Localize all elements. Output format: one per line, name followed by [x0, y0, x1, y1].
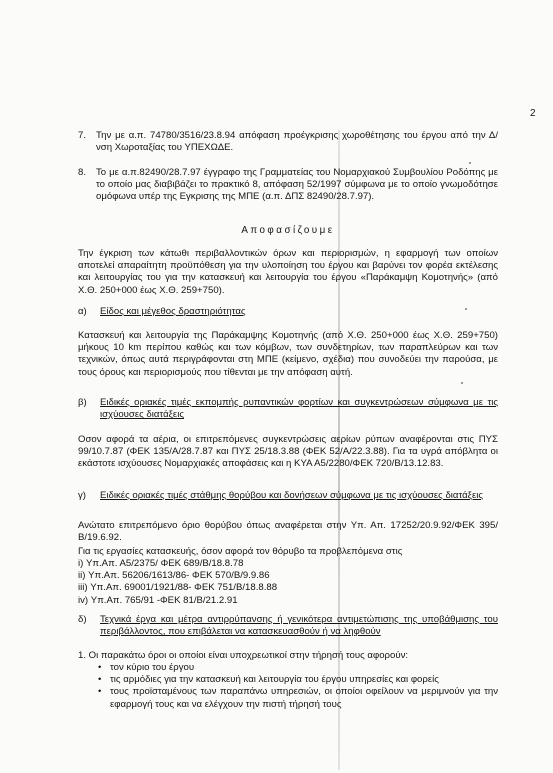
scan-speck [461, 382, 463, 384]
section-d-point-1: 1. Οι παρακάτω όροι οι οποίοι είναι υποχρεωτικοί στην τήρησή τους αφορούν: [78, 650, 409, 661]
section-c-body-limit: Ανώτατο επιτρεπόμενο όριο θορύβου όπως αναφέρεται στην Υπ. Απ. 17252/20.9.92/ΦΕΚ 395/Β/19.6.92. [78, 520, 498, 544]
section-b-body: Οσον αφορά τα αέρια, οι επιτρεπόμενες συγκεντρώσεις αερίων ρύπων αναφέρονται στις ΠΥΣ 99/10.7.87 (ΦΕΚ 135/Α/28.7.87 και ΠΥΣ 25/18.3.88 (ΦΕΚ 52/Α/22.3.88). Για τα υγρά απόβλητα οι εκάστοτε ισχύουσες Νομαρχιακές αποφάσεις και η ΚΥΑ Α5/2280/ΦΕΚ 720/Β/13.12.83. [78, 434, 498, 470]
section-title: Ειδικές οριακές τιμές εκπομπής ρυπαντικών φορτίων και συγκεντρώσεων σύμφωνα με τις ισχύουσες διατάξεις [100, 397, 498, 421]
list-item: ii) Υπ.Απ. 56206/1613/86- ΦΕΚ 570/Β/9.9.86 [78, 570, 270, 582]
section-a-body: Κατασκευή και λειτουργία της Παράκαμψης Κομοτηνής (από Χ.Θ. 250+000 έως Χ.Θ. 259+750) μήκους 10 km περίπου καθώς και των κόμβων, των συνδετηρίων, των παραπλεύρων και των τεχνικών, όπως αυτά περιγράφονται στη ΜΠΕ (κείμενο, σχέδια) που συνοδεύει την παρούσα, με τους όρους και περιορισμούς που τίθενται με την απόφαση αυτή. [78, 330, 498, 378]
decision-heading: Αποφασίζουμε [241, 225, 335, 236]
item-7 [78, 130, 498, 154]
page-number: 2 [530, 108, 536, 119]
obligation-list [78, 662, 498, 711]
section-title: Είδος και μέγεθος δραστηριότητας [100, 306, 246, 317]
section-letter: δ) [78, 614, 87, 625]
section-a-heading [78, 306, 498, 318]
section-letter: α) [78, 306, 87, 317]
section-b-heading [78, 397, 498, 421]
section-d-heading [78, 614, 498, 638]
scan-speck [469, 162, 471, 164]
section-c-body-construction: Για τις εργασίες κατασκευής, όσον αφορά τον θόρυβο τα προβλεπόμενα στις [78, 546, 403, 557]
intro-paragraph: Την έγκριση των κάτωθι περιβαλλοντικών όρων και περιορισμών, η εφαρμογή των οποίων αποτελεί απαραίτητη προϋπόθεση για την υλοποίηση του έργου και βαρύνει τον φορέα εκτέλεσης και λειτουργίας του για την κατασκευή και λειτουργία του έργου «Παράκαμψη Κομοτηνής» (από Χ.Θ. 250+000 έως Χ.Θ. 259+750). [78, 248, 498, 296]
item-text: Την με α.π. 74780/3516/23.8.94 απόφαση προέγκρισης χωροθέτησης του έργου από την Δ/νση Χωροταξίας του ΥΠΕΧΩΔΕ. [96, 130, 498, 154]
section-title: Ειδικές οριακές τιμές στάθμης θορύβου και δονήσεων σύμφωνα με τις ισχύουσες διατάξεις [100, 490, 483, 501]
list-item: • τον κύριο του έργου [78, 662, 498, 674]
item-number: 7. [78, 130, 87, 141]
list-item: • τις αρμόδιες για την κατασκευή και λειτουργία του έργου υπηρεσίες και φορείς [78, 674, 498, 686]
list-item: • τους προϊσταμένους των παραπάνω υπηρεσιών, οι οποίοι οφείλουν να μεριμνούν για την εφαρμογή τους και να ελέγχουν την πιστή τήρησή τους [78, 686, 498, 710]
section-c-heading [78, 490, 498, 502]
list-item: iii) Υπ.Απ. 69001/1921/88- ΦΕΚ 751/Β/18.8.88 [78, 582, 278, 594]
list-item: i) Υπ.Απ. Α5/2375/ ΦΕΚ 689/Β/18.8.78 [78, 558, 244, 569]
section-letter: γ) [78, 490, 86, 501]
list-item: iv) Υπ.Απ. 765/91 -ΦΕΚ 81/Β/21.2.91 [78, 594, 238, 606]
item-8 [78, 167, 498, 204]
item-number: 8. [78, 167, 87, 178]
section-letter: β) [78, 397, 87, 408]
regulation-list [78, 558, 498, 607]
item-text: Το με α.π.82490/28.7.97 έγγραφο της Γραμματείας του Νομαρχιακού Συμβουλίου Ροδόπης με το οποίο μας διαβιβάζει το πρακτικό 8, απόφαση 52/1997 σύμφωνα με το οποίο γνωμοδότησε ομόφωνα υπέρ της Εγκρισης της ΜΠΕ (α.π. ΔΠΣ 82490/28.7.97). [96, 167, 498, 203]
section-title: Τεχνικά έργα και μέτρα αντιρρύπανσης ή γενικότερα αντιμετώπισης της υποβάθμισης του περιβάλλοντος, που επιβάλεται να κατασκευασθούν ή να ληφθούν [100, 614, 498, 638]
